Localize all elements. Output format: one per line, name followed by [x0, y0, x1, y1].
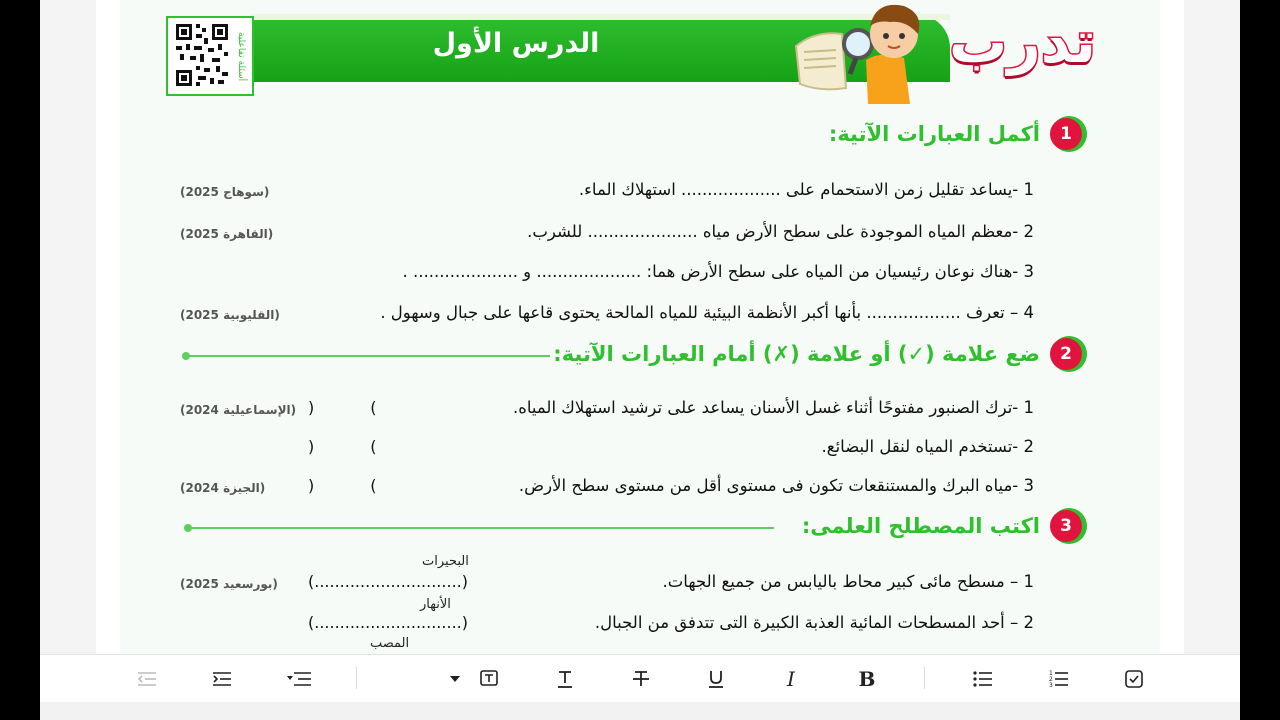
answer-blank[interactable]: (.............................) [308, 613, 468, 632]
student-mascot-icon [786, 0, 946, 104]
practice-label: تدرب [949, 8, 1096, 76]
question-source: (القاهرة 2025) [180, 227, 274, 241]
svg-text:2: 2 [1049, 676, 1053, 683]
question-source: (الجيزة 2024) [180, 481, 266, 495]
svg-text:1: 1 [1049, 670, 1053, 677]
section-divider [186, 355, 550, 357]
lesson-banner [166, 8, 1100, 94]
question-1-2: 2 -معظم المياه الموجودة على سطح الأرض مياه ..................... للشرب. [527, 222, 1034, 241]
question-1-1: 1 -يساعد تقليل زمن الاستحمام على ................... استهلاك الماء. [578, 180, 1034, 199]
toolbar-separator [356, 667, 357, 689]
practice-badge [946, 8, 1100, 92]
section-title: اكتب المصطلح العلمى: [801, 514, 1040, 538]
answer-parentheses[interactable]: ) ( [308, 398, 377, 417]
checkbox-icon[interactable] [1119, 665, 1149, 693]
handwritten-answer: الأنهار [420, 597, 451, 612]
question-source: (بورسعيد 2025) [180, 577, 278, 591]
question-source: (القليوبية 2025) [180, 308, 280, 322]
section-title: ضع علامة (✓) أو علامة (✗) أمام العبارات الآتية: [553, 342, 1040, 366]
bullet-list-icon[interactable] [968, 665, 998, 693]
lesson-title: الدرس الأول [432, 28, 600, 59]
outdent-icon[interactable] [132, 665, 162, 693]
list-indent-icon[interactable] [284, 665, 314, 693]
svg-text:3: 3 [1049, 682, 1053, 688]
strikethrough-icon[interactable] [626, 665, 656, 693]
italic-icon[interactable]: I [787, 667, 795, 691]
answer-parentheses[interactable]: ) ( [308, 476, 377, 495]
formatting-toolbar [40, 654, 1240, 703]
question-3-2: 2 – أحد المسطحات المائية العذبة الكبيرة التى تتدفق من الجبال. [594, 613, 1034, 632]
underline-icon[interactable] [701, 665, 731, 693]
question-2-2: 2 -تستخدم المياه لنقل البضائع. [821, 437, 1034, 456]
section-number: 3 [1050, 510, 1082, 542]
section-number: 2 [1050, 338, 1082, 370]
handwritten-answer: البحيرات [422, 554, 469, 569]
qr-code-icon [174, 22, 230, 88]
question-1-3: 3 -هناك نوعان رئيسيان من المياه على سطح الأرض هما: .................... و .................... . [402, 262, 1034, 281]
section-1-header [829, 118, 1082, 150]
question-1-4: 4 – تعرف .................. بأنها أكبر الأنظمة البيئية للمياه المالحة يحتوى قاعها على جبال وسهول . [380, 303, 1034, 322]
question-2-3: 3 -مياه البرك والمستنقعات تكون فى مستوى أقل من مستوى سطح الأرض. [518, 476, 1034, 495]
question-source: (الإسماعيلية 2024) [180, 403, 297, 417]
question-3-1: 1 – مسطح مائى كبير محاط باليابس من جميع الجهات. [662, 572, 1034, 591]
answer-blank[interactable]: (.............................) [308, 572, 468, 591]
bold-icon[interactable]: B [858, 667, 876, 691]
indent-icon[interactable] [207, 665, 237, 693]
section-3-header [802, 510, 1082, 542]
text-color-icon[interactable] [550, 665, 580, 693]
section-2-header [553, 338, 1082, 370]
toolbar-separator [924, 667, 925, 689]
section-divider [188, 527, 774, 529]
qr-code[interactable] [166, 16, 254, 96]
answer-parentheses[interactable]: ) ( [308, 437, 377, 456]
question-2-1: 1 -ترك الصنبور مفتوحًا أثناء غسل الأسنان يساعد على ترشيد استهلاك المياه. [512, 398, 1034, 417]
qr-caption: أسئلة تفاعلية [236, 32, 246, 82]
numbered-list-icon[interactable] [1044, 665, 1074, 693]
page-content [120, 0, 1160, 654]
handwritten-answer: المصب [370, 636, 410, 651]
toolbar-bottom-strip [40, 702, 1240, 720]
section-title: أكمل العبارات الآتية: [828, 122, 1040, 146]
text-box-icon[interactable] [474, 665, 504, 693]
chevron-down-icon [450, 676, 460, 682]
section-number: 1 [1050, 118, 1082, 150]
question-source: (سوهاج 2025) [180, 185, 270, 199]
font-size-dropdown[interactable] [410, 665, 460, 693]
